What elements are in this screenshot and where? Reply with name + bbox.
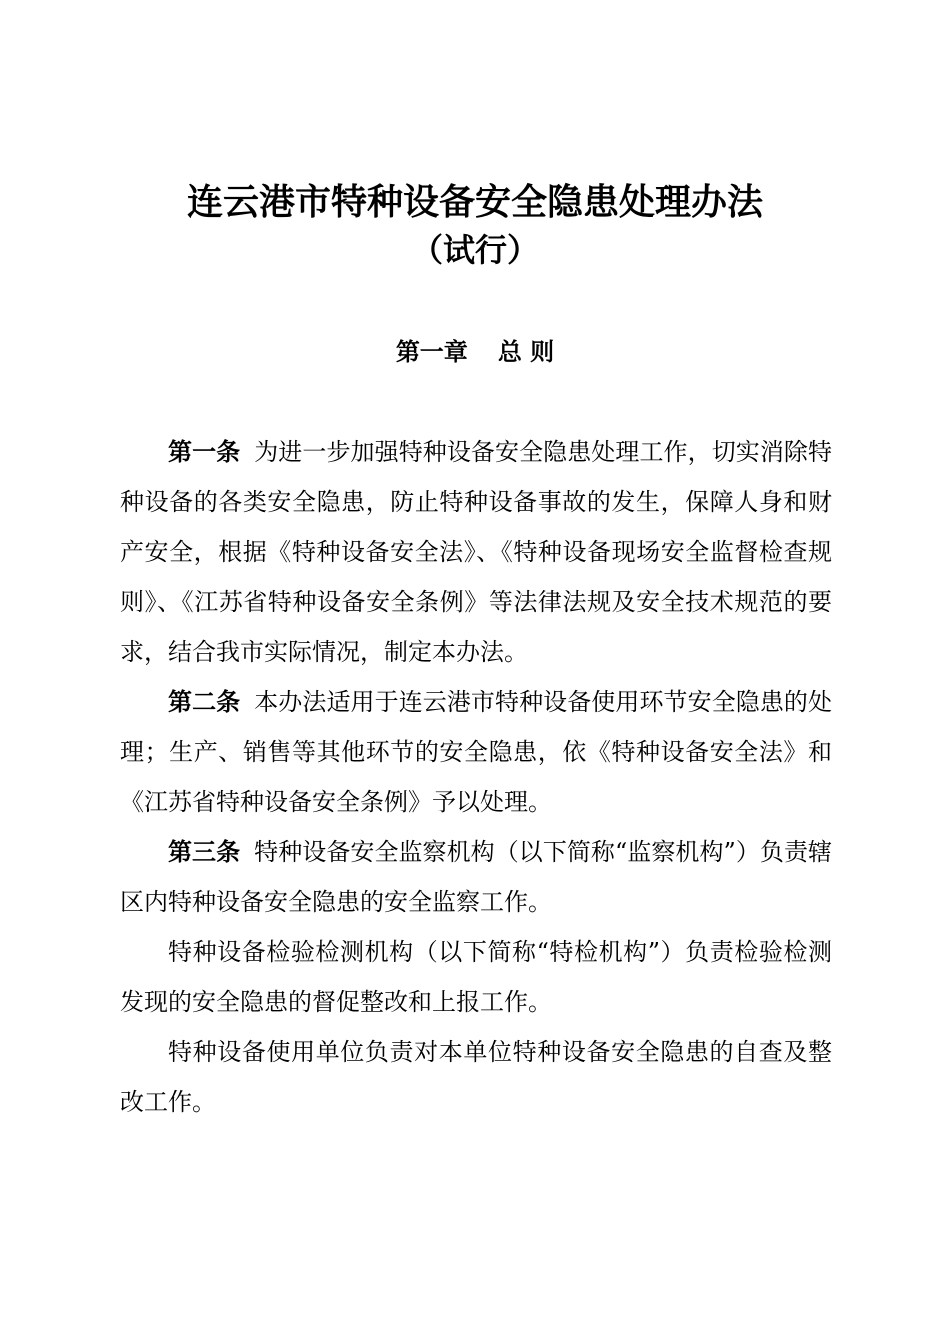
article-paragraph: [120, 427, 832, 677]
paragraph-text: 特种设备使用单位负责对本单位特种设备安全隐患的自查及整改工作。: [120, 1038, 832, 1116]
article-text: 特种设备安全监察机构（以下简称“监察机构”）负责辖区内特种设备安全隐患的安全监察工作。: [120, 838, 833, 916]
article-paragraph: [120, 677, 832, 827]
body-paragraph: [120, 1027, 832, 1127]
chapter-heading: [0, 334, 950, 370]
document-title: 连云港市特种设备安全隐患处理办法: [186, 181, 763, 223]
document-subtitle: （试行）: [410, 231, 539, 269]
article-number: 第三条: [168, 838, 241, 866]
article-number: 第二条: [168, 688, 241, 716]
chapter-number: 第一章: [395, 338, 468, 366]
article-paragraph: [120, 827, 832, 927]
article-number: 第一条: [168, 438, 241, 466]
paragraph-text: 特种设备检验检测机构（以下简称“特检机构”）负责检验检测发现的安全隐患的督促整改和上报工作。: [120, 938, 832, 1016]
chapter-name: 总 则: [497, 338, 555, 366]
document-body: [120, 427, 832, 1127]
article-text: 本办法适用于连云港市特种设备使用环节安全隐患的处理；生产、销售等其他环节的安全隐患，依《特种设备安全法》和《江苏省特种设备安全条例》予以处理。: [120, 688, 833, 816]
article-text: 为进一步加强特种设备安全隐患处理工作，切实消除特种设备的各类安全隐患，防止特种设备事故的发生，保障人身和财产安全，根据《特种设备安全法》、《特种设备现场安全监督检查规则》、《江苏省特种设备安全条例》等法律法规及安全技术规范的要求，结合我市实际情况，制定本办法。: [120, 438, 833, 666]
body-paragraph: [120, 927, 832, 1027]
